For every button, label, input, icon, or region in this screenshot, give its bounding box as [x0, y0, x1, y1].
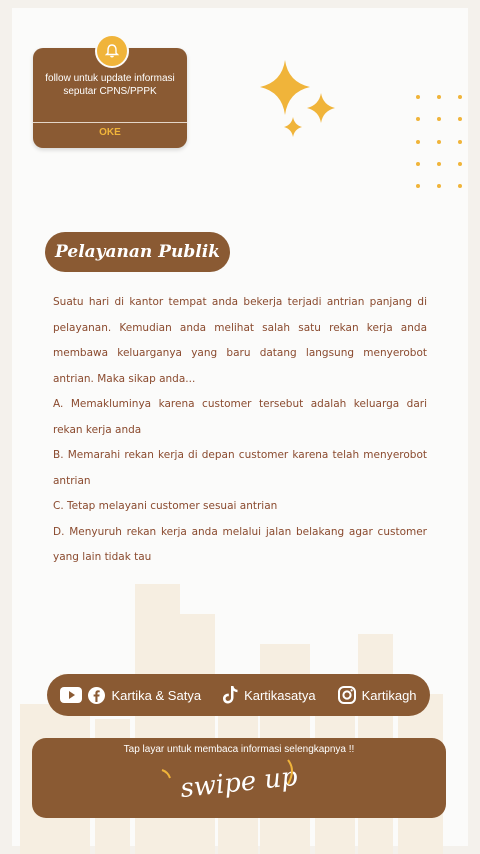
facebook-icon[interactable]	[88, 687, 105, 704]
option-c: C. Tetap melayani customer sesuai antrian	[53, 500, 278, 512]
dot-grid-decoration	[410, 92, 470, 192]
youtube-icon[interactable]	[60, 687, 82, 703]
instagram-handle[interactable]: Kartikagh	[361, 687, 417, 703]
social-bar	[47, 674, 430, 716]
option-d: D. Menyuruh rekan kerja anda melalui jalan belakang agar customer yang lain tidak tau	[53, 525, 427, 563]
sparkle-icon	[255, 60, 345, 145]
option-b: B. Memarahi rekan kerja di depan customer karena telah menyerobot antrian	[53, 449, 427, 487]
bell-icon	[95, 34, 129, 68]
swipe-accent-icon	[160, 768, 174, 782]
tiktok-handle[interactable]: Kartikasatya	[244, 687, 316, 703]
swipe-up-label[interactable]: swipe up	[178, 761, 300, 805]
instagram-icon[interactable]	[338, 686, 356, 704]
oke-button[interactable]: OKE	[99, 127, 121, 138]
tiktok-icon[interactable]	[223, 686, 238, 704]
swipe-accent-icon	[282, 758, 302, 788]
swipe-hint-text: Tap layar untuk membaca informasi selengkapnya !!	[123, 744, 355, 755]
swipe-up-area[interactable]	[32, 738, 446, 818]
page-title: Pelayanan Publik	[45, 232, 230, 272]
option-a: A. Memakluminya karena customer tersebut adalah keluarga dari rekan kerja anda	[53, 398, 427, 436]
question-prompt: Suatu hari di kantor tempat anda bekerja terjadi antrian panjang di pelayanan. Kemudian anda melihat salah satu rekan kerja anda membawa keluarganya yang baru datang langsung menyerobot antrian. Maka sikap anda...	[53, 296, 427, 385]
question-content	[53, 290, 427, 571]
notification-divider	[33, 122, 187, 123]
facebook-handle[interactable]: Kartika & Satya	[111, 687, 202, 703]
notification-text: follow untuk update informasi seputar CPNS/PPPK	[45, 73, 175, 97]
